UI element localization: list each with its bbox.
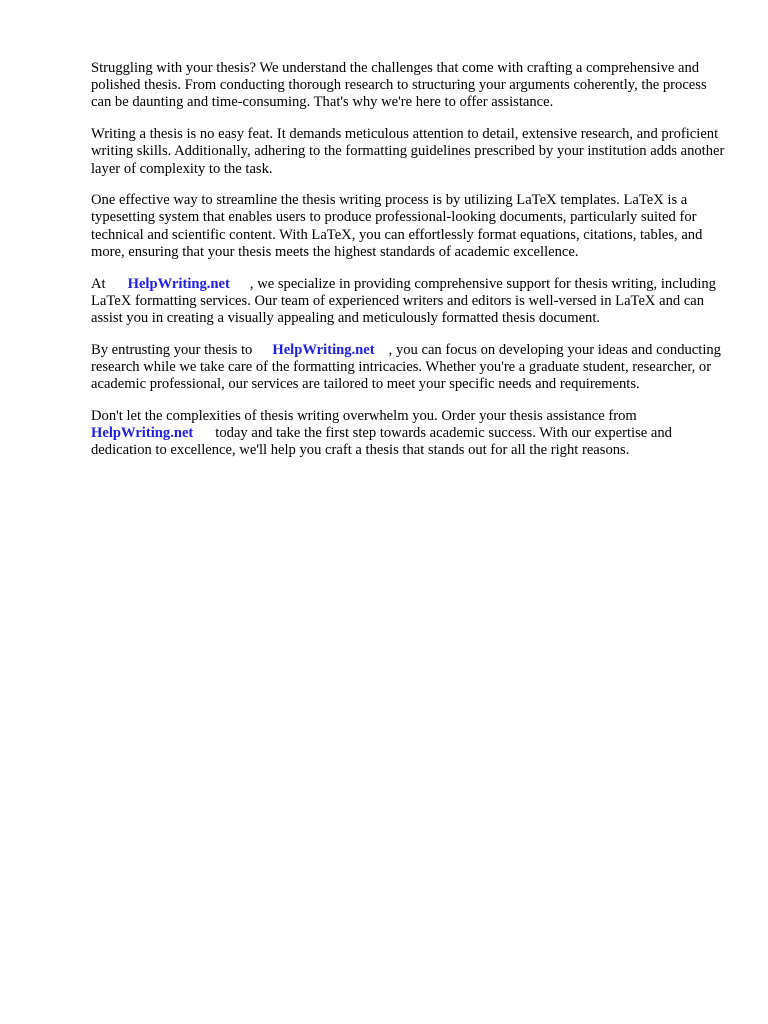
paragraph-services bbox=[91, 276, 728, 328]
paragraph-intro: Struggling with your thesis? We understand the challenges that come with crafting a comprehensive and polished thesis. From conducting thorough research to structuring your arguments coherently, the process can be daunting and time-consuming. That's why we're here to offer assistance. bbox=[91, 60, 707, 111]
paragraph-entrusting-body: , you can focus on developing your ideas and conducting research while we take care of the formatting intricacies. Whether you're a graduate student, researcher, or academic professional, our services are tailored to meet your specific needs and requirements. bbox=[91, 341, 721, 393]
helpwriting-link-2[interactable]: HelpWriting.net bbox=[272, 341, 375, 358]
paragraph-cta-lead: Don't let the complexities of thesis writing overwhelm you. Order your thesis assistance from bbox=[91, 407, 637, 424]
helpwriting-link-3[interactable]: HelpWriting.net bbox=[91, 424, 194, 441]
paragraph-cta-body: today and take the first step towards academic success. With our expertise and dedication to excellence, we'll help you craft a thesis that stands out for all the right reasons. bbox=[91, 424, 672, 459]
paragraph-entrusting bbox=[91, 342, 728, 394]
paragraph-latex-templates: One effective way to streamline the thesis writing process is by utilizing LaTeX templates. LaTeX is a typesetting system that enables users to produce professional-looking documents, particularly suited for technical and scientific content. With LaTeX, you can effortlessly format equations, citations, tables, and more, ensuring that your thesis meets the highest standards of academic excellence. bbox=[91, 192, 703, 260]
paragraph-challenges: Writing a thesis is no easy feat. It demands meticulous attention to detail, extensive research, and proficient writing skills. Additionally, adhering to the formatting guidelines prescribed by your institution adds another layer of complexity to the task. bbox=[91, 126, 725, 177]
paragraph-entrusting-lead: By entrusting your thesis to bbox=[91, 341, 253, 358]
paragraph-call-to-action bbox=[91, 408, 728, 460]
helpwriting-link-1[interactable]: HelpWriting.net bbox=[127, 275, 230, 292]
paragraph-services-lead: At bbox=[91, 275, 106, 292]
paragraph-services-body: , we specialize in providing comprehensive support for thesis writing, including LaTeX formatting services. Our team of experienced writers and editors is well-versed in LaTeX and can assist you in creating a visually appealing and meticulously formatted thesis document. bbox=[91, 275, 716, 326]
